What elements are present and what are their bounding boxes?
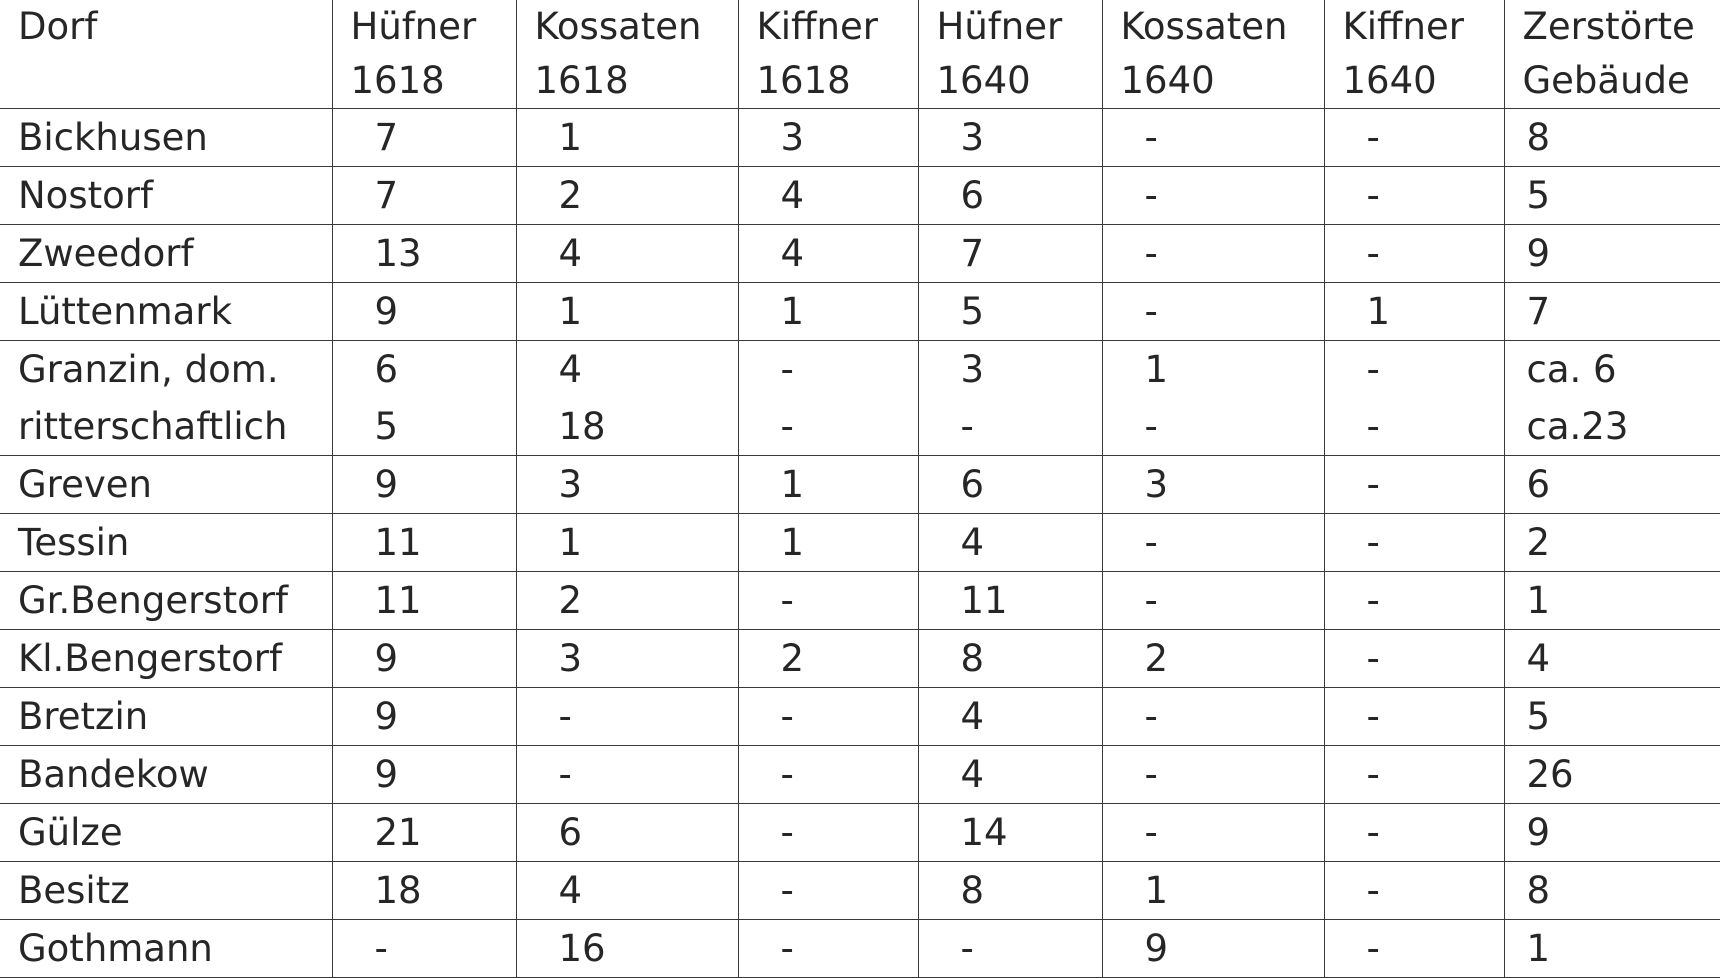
table-cell-zerstoerte-gebaeude — [1504, 572, 1720, 630]
table-cell-kossaten-1640 — [1102, 283, 1324, 341]
cell-value: 3 — [559, 456, 738, 513]
cell-value: 9 — [1527, 804, 1720, 861]
table-row — [0, 804, 1720, 862]
table-cell-kossaten-1640 — [1102, 572, 1324, 630]
table-cell-huefner-1640 — [918, 456, 1102, 514]
table-cell-kiffner-1618 — [738, 572, 918, 630]
table-cell-zerstoerte-gebaeude — [1504, 283, 1720, 341]
cell-value: 7 — [961, 225, 1102, 282]
column-header-line: 1618 — [757, 54, 918, 108]
cell-value: 11 — [375, 514, 516, 571]
table-cell-zerstoerte-gebaeude — [1504, 746, 1720, 804]
cell-value: ca.23 — [1527, 398, 1720, 455]
table-row — [0, 630, 1720, 688]
table-cell-kossaten-1640 — [1102, 746, 1324, 804]
column-header-line: Kossaten — [535, 0, 738, 54]
cell-value: Bickhusen — [18, 109, 332, 166]
table-cell-huefner-1618 — [332, 920, 516, 978]
table-row — [0, 283, 1720, 341]
table-cell-kossaten-1618 — [516, 341, 738, 456]
table-cell-kossaten-1640 — [1102, 688, 1324, 746]
column-header-kossaten-1618 — [516, 0, 738, 109]
table-cell-kiffner-1618 — [738, 341, 918, 456]
cell-value: - — [1367, 572, 1504, 629]
cell-value: 3 — [961, 341, 1102, 398]
table-cell-dorf — [0, 109, 332, 167]
table-cell-kiffner-1640 — [1324, 630, 1504, 688]
cell-value: - — [961, 920, 1102, 977]
table-cell-huefner-1640 — [918, 920, 1102, 978]
table-cell-dorf — [0, 341, 332, 456]
table-cell-kiffner-1640 — [1324, 572, 1504, 630]
cell-value: 3 — [559, 630, 738, 687]
cell-value: 4 — [961, 746, 1102, 803]
table-cell-huefner-1640 — [918, 630, 1102, 688]
table-header — [0, 0, 1720, 109]
cell-value: 8 — [1527, 109, 1720, 166]
table-cell-kossaten-1618 — [516, 630, 738, 688]
table-cell-dorf — [0, 572, 332, 630]
column-header-huefner-1640 — [918, 0, 1102, 109]
table-cell-kiffner-1618 — [738, 514, 918, 572]
cell-value: 4 — [559, 341, 738, 398]
table-cell-dorf — [0, 746, 332, 804]
table-cell-kossaten-1618 — [516, 514, 738, 572]
cell-value: - — [1367, 398, 1504, 455]
cell-value: 6 — [961, 456, 1102, 513]
column-header-line: 1640 — [1121, 54, 1324, 108]
cell-value: 3 — [1145, 456, 1324, 513]
cell-value: - — [781, 862, 918, 919]
table-row — [0, 572, 1720, 630]
column-header-kiffner-1640 — [1324, 0, 1504, 109]
column-header-line: 1618 — [535, 54, 738, 108]
cell-value: - — [1145, 804, 1324, 861]
table-cell-kossaten-1618 — [516, 109, 738, 167]
cell-value: - — [1367, 225, 1504, 282]
table-cell-kiffner-1618 — [738, 862, 918, 920]
column-header-line: 1640 — [1343, 54, 1504, 108]
table-cell-dorf — [0, 514, 332, 572]
cell-value: 1 — [781, 456, 918, 513]
table-row — [0, 456, 1720, 514]
cell-value: - — [781, 398, 918, 455]
table-cell-dorf — [0, 630, 332, 688]
cell-value: - — [781, 572, 918, 629]
cell-value: - — [781, 341, 918, 398]
cell-value: 1 — [1145, 862, 1324, 919]
table-row — [0, 514, 1720, 572]
table-row — [0, 920, 1720, 978]
table-cell-dorf — [0, 167, 332, 225]
cell-value: - — [781, 746, 918, 803]
cell-value: 4 — [781, 225, 918, 282]
cell-value: - — [1145, 283, 1324, 340]
cell-value: 1 — [1367, 283, 1504, 340]
cell-value: ca. 6 — [1527, 341, 1720, 398]
table-cell-huefner-1618 — [332, 804, 516, 862]
table-cell-zerstoerte-gebaeude — [1504, 167, 1720, 225]
table-cell-kossaten-1640 — [1102, 804, 1324, 862]
cell-value: 16 — [559, 920, 738, 977]
cell-value: 11 — [375, 572, 516, 629]
cell-value: - — [1367, 514, 1504, 571]
column-header-huefner-1618 — [332, 0, 516, 109]
cell-value: 1 — [781, 283, 918, 340]
cell-value: 1 — [559, 514, 738, 571]
table-cell-kiffner-1618 — [738, 804, 918, 862]
table-cell-huefner-1640 — [918, 572, 1102, 630]
table-row — [0, 167, 1720, 225]
column-header-kiffner-1618 — [738, 0, 918, 109]
table-cell-kiffner-1618 — [738, 225, 918, 283]
table-cell-kiffner-1640 — [1324, 920, 1504, 978]
column-header-kossaten-1640 — [1102, 0, 1324, 109]
cell-value: Granzin, dom. — [18, 341, 332, 398]
cell-value: 26 — [1527, 746, 1720, 803]
cell-value: ritterschaftlich — [18, 398, 332, 455]
cell-value: 4 — [559, 225, 738, 282]
cell-value: 1 — [1145, 341, 1324, 398]
table-cell-kossaten-1640 — [1102, 920, 1324, 978]
header-row — [0, 0, 1720, 109]
table-row — [0, 341, 1720, 456]
cell-value: - — [1367, 167, 1504, 224]
column-header-line: Kiffner — [1343, 0, 1504, 54]
table-cell-kiffner-1640 — [1324, 688, 1504, 746]
cell-value: 9 — [375, 746, 516, 803]
cell-value: Greven — [18, 456, 332, 513]
table-cell-kiffner-1640 — [1324, 283, 1504, 341]
cell-value: 5 — [961, 283, 1102, 340]
cell-value: - — [1367, 862, 1504, 919]
column-header-line: Dorf — [18, 0, 332, 54]
cell-value: 2 — [1527, 514, 1720, 571]
table-cell-huefner-1618 — [332, 572, 516, 630]
table-cell-dorf — [0, 283, 332, 341]
table-cell-kossaten-1618 — [516, 283, 738, 341]
table-cell-zerstoerte-gebaeude — [1504, 920, 1720, 978]
table-cell-kiffner-1618 — [738, 167, 918, 225]
cell-value: Gothmann — [18, 920, 332, 977]
cell-value: 9 — [1527, 225, 1720, 282]
table-cell-huefner-1640 — [918, 283, 1102, 341]
cell-value: 7 — [375, 109, 516, 166]
cell-value: 4 — [961, 688, 1102, 745]
cell-value: 2 — [781, 630, 918, 687]
cell-value: Zweedorf — [18, 225, 332, 282]
cell-value: 4 — [1527, 630, 1720, 687]
cell-value: 3 — [781, 109, 918, 166]
cell-value: 2 — [1145, 630, 1324, 687]
cell-value: 4 — [961, 514, 1102, 571]
table-cell-huefner-1640 — [918, 109, 1102, 167]
cell-value: - — [1367, 804, 1504, 861]
table-cell-kossaten-1640 — [1102, 225, 1324, 283]
cell-value: - — [1145, 167, 1324, 224]
cell-value: 1 — [1527, 920, 1720, 977]
table-cell-kossaten-1640 — [1102, 341, 1324, 456]
cell-value: - — [1367, 920, 1504, 977]
cell-value: Bretzin — [18, 688, 332, 745]
cell-value: 3 — [961, 109, 1102, 166]
table-cell-dorf — [0, 456, 332, 514]
cell-value: - — [559, 688, 738, 745]
table-cell-kossaten-1618 — [516, 688, 738, 746]
cell-value: 1 — [559, 109, 738, 166]
cell-value: - — [1145, 109, 1324, 166]
cell-value: 8 — [961, 630, 1102, 687]
table-cell-kiffner-1618 — [738, 283, 918, 341]
column-header-line: Zerstörte — [1523, 0, 1720, 54]
table-cell-huefner-1618 — [332, 630, 516, 688]
cell-value: - — [1145, 514, 1324, 571]
table-cell-huefner-1618 — [332, 225, 516, 283]
table-cell-huefner-1618 — [332, 688, 516, 746]
table-cell-dorf — [0, 862, 332, 920]
cell-value: - — [1367, 630, 1504, 687]
table-cell-kiffner-1640 — [1324, 341, 1504, 456]
cell-value: 8 — [961, 862, 1102, 919]
table-cell-huefner-1640 — [918, 862, 1102, 920]
cell-value: 5 — [1527, 167, 1720, 224]
cell-value: - — [1145, 746, 1324, 803]
table-row — [0, 688, 1720, 746]
cell-value: 8 — [1527, 862, 1720, 919]
cell-value: 9 — [375, 630, 516, 687]
cell-value: Nostorf — [18, 167, 332, 224]
cell-value: 1 — [781, 514, 918, 571]
cell-value: 9 — [1145, 920, 1324, 977]
table-cell-huefner-1640 — [918, 804, 1102, 862]
cell-value: - — [781, 920, 918, 977]
cell-value: 4 — [781, 167, 918, 224]
cell-value: Gülze — [18, 804, 332, 861]
cell-value: 6 — [961, 167, 1102, 224]
table-cell-zerstoerte-gebaeude — [1504, 225, 1720, 283]
table-cell-kiffner-1640 — [1324, 746, 1504, 804]
table-cell-kiffner-1618 — [738, 109, 918, 167]
column-header-line: Kiffner — [757, 0, 918, 54]
column-header-line: 1618 — [351, 54, 516, 108]
column-header-line: 1640 — [937, 54, 1102, 108]
cell-value: - — [1145, 572, 1324, 629]
table-cell-huefner-1618 — [332, 456, 516, 514]
table-cell-kiffner-1640 — [1324, 862, 1504, 920]
table-row — [0, 109, 1720, 167]
cell-value: 7 — [1527, 283, 1720, 340]
cell-value: - — [1145, 225, 1324, 282]
table-cell-kossaten-1640 — [1102, 514, 1324, 572]
table-row — [0, 862, 1720, 920]
cell-value: - — [781, 688, 918, 745]
table-cell-kossaten-1640 — [1102, 630, 1324, 688]
table-cell-zerstoerte-gebaeude — [1504, 341, 1720, 456]
cell-value: 2 — [559, 167, 738, 224]
cell-value: - — [1367, 109, 1504, 166]
table-cell-kossaten-1618 — [516, 804, 738, 862]
table-cell-kossaten-1618 — [516, 225, 738, 283]
cell-value: Bandekow — [18, 746, 332, 803]
column-header-dorf — [0, 0, 332, 109]
table-cell-kiffner-1618 — [738, 456, 918, 514]
table-cell-zerstoerte-gebaeude — [1504, 688, 1720, 746]
table-cell-huefner-1618 — [332, 167, 516, 225]
cell-value: 21 — [375, 804, 516, 861]
table-cell-huefner-1640 — [918, 514, 1102, 572]
column-header-line: Hüfner — [351, 0, 516, 54]
table-cell-zerstoerte-gebaeude — [1504, 514, 1720, 572]
table-cell-kossaten-1618 — [516, 746, 738, 804]
cell-value: - — [1367, 688, 1504, 745]
table-cell-kiffner-1640 — [1324, 225, 1504, 283]
table-cell-zerstoerte-gebaeude — [1504, 109, 1720, 167]
table-cell-kiffner-1618 — [738, 746, 918, 804]
table-cell-zerstoerte-gebaeude — [1504, 804, 1720, 862]
table-cell-kossaten-1618 — [516, 456, 738, 514]
cell-value: - — [375, 920, 516, 977]
cell-value: - — [1367, 341, 1504, 398]
table-cell-huefner-1640 — [918, 167, 1102, 225]
cell-value: - — [781, 804, 918, 861]
table-cell-kossaten-1618 — [516, 862, 738, 920]
cell-value: 11 — [961, 572, 1102, 629]
table-cell-kiffner-1640 — [1324, 514, 1504, 572]
cell-value: - — [961, 398, 1102, 455]
cell-value: Kl.Bengerstorf — [18, 630, 332, 687]
column-header-line: Gebäude — [1523, 54, 1720, 108]
table-cell-kossaten-1640 — [1102, 456, 1324, 514]
table-row — [0, 225, 1720, 283]
table-cell-kossaten-1618 — [516, 167, 738, 225]
table-cell-kiffner-1618 — [738, 920, 918, 978]
cell-value: 2 — [559, 572, 738, 629]
column-header-zerstoerte-gebaeude — [1504, 0, 1720, 109]
table-body — [0, 109, 1720, 978]
cell-value: 5 — [375, 398, 516, 455]
table-cell-kossaten-1640 — [1102, 862, 1324, 920]
table-cell-kiffner-1618 — [738, 688, 918, 746]
table-cell-huefner-1618 — [332, 341, 516, 456]
cell-value: - — [1145, 688, 1324, 745]
cell-value: 18 — [375, 862, 516, 919]
cell-value: 5 — [1527, 688, 1720, 745]
table-cell-huefner-1618 — [332, 283, 516, 341]
table-cell-kossaten-1618 — [516, 920, 738, 978]
table-cell-kiffner-1640 — [1324, 109, 1504, 167]
cell-value: 9 — [375, 688, 516, 745]
table-cell-kossaten-1640 — [1102, 167, 1324, 225]
cell-value: 6 — [559, 804, 738, 861]
table-cell-kossaten-1640 — [1102, 109, 1324, 167]
table-cell-kiffner-1640 — [1324, 804, 1504, 862]
table-row — [0, 746, 1720, 804]
cell-value: 18 — [559, 398, 738, 455]
table-cell-dorf — [0, 688, 332, 746]
table-cell-huefner-1618 — [332, 514, 516, 572]
cell-value: - — [1367, 746, 1504, 803]
column-header-line: Hüfner — [937, 0, 1102, 54]
column-header-line — [18, 54, 332, 108]
cell-value: - — [559, 746, 738, 803]
table-cell-huefner-1618 — [332, 862, 516, 920]
cell-value: 9 — [375, 283, 516, 340]
cell-value: 14 — [961, 804, 1102, 861]
table-cell-zerstoerte-gebaeude — [1504, 456, 1720, 514]
cell-value: 13 — [375, 225, 516, 282]
table-cell-dorf — [0, 920, 332, 978]
table-cell-huefner-1618 — [332, 746, 516, 804]
table-cell-kiffner-1618 — [738, 630, 918, 688]
cell-value: - — [1145, 398, 1324, 455]
cell-value: 4 — [559, 862, 738, 919]
table-cell-dorf — [0, 225, 332, 283]
table-cell-dorf — [0, 804, 332, 862]
cell-value: 6 — [375, 341, 516, 398]
cell-value: 6 — [1527, 456, 1720, 513]
column-header-line: Kossaten — [1121, 0, 1324, 54]
cell-value: Besitz — [18, 862, 332, 919]
cell-value: Gr.Bengerstorf — [18, 572, 332, 629]
cell-value: 1 — [1527, 572, 1720, 629]
table-cell-huefner-1640 — [918, 688, 1102, 746]
table-cell-zerstoerte-gebaeude — [1504, 630, 1720, 688]
table-cell-kiffner-1640 — [1324, 456, 1504, 514]
table-cell-zerstoerte-gebaeude — [1504, 862, 1720, 920]
table-cell-huefner-1640 — [918, 341, 1102, 456]
cell-value: Lüttenmark — [18, 283, 332, 340]
table-cell-kossaten-1618 — [516, 572, 738, 630]
table-cell-huefner-1618 — [332, 109, 516, 167]
cell-value: 9 — [375, 456, 516, 513]
cell-value: - — [1367, 456, 1504, 513]
cell-value: Tessin — [18, 514, 332, 571]
table-cell-huefner-1640 — [918, 746, 1102, 804]
table-cell-huefner-1640 — [918, 225, 1102, 283]
cell-value: 1 — [559, 283, 738, 340]
cell-value: 7 — [375, 167, 516, 224]
table-cell-kiffner-1640 — [1324, 167, 1504, 225]
